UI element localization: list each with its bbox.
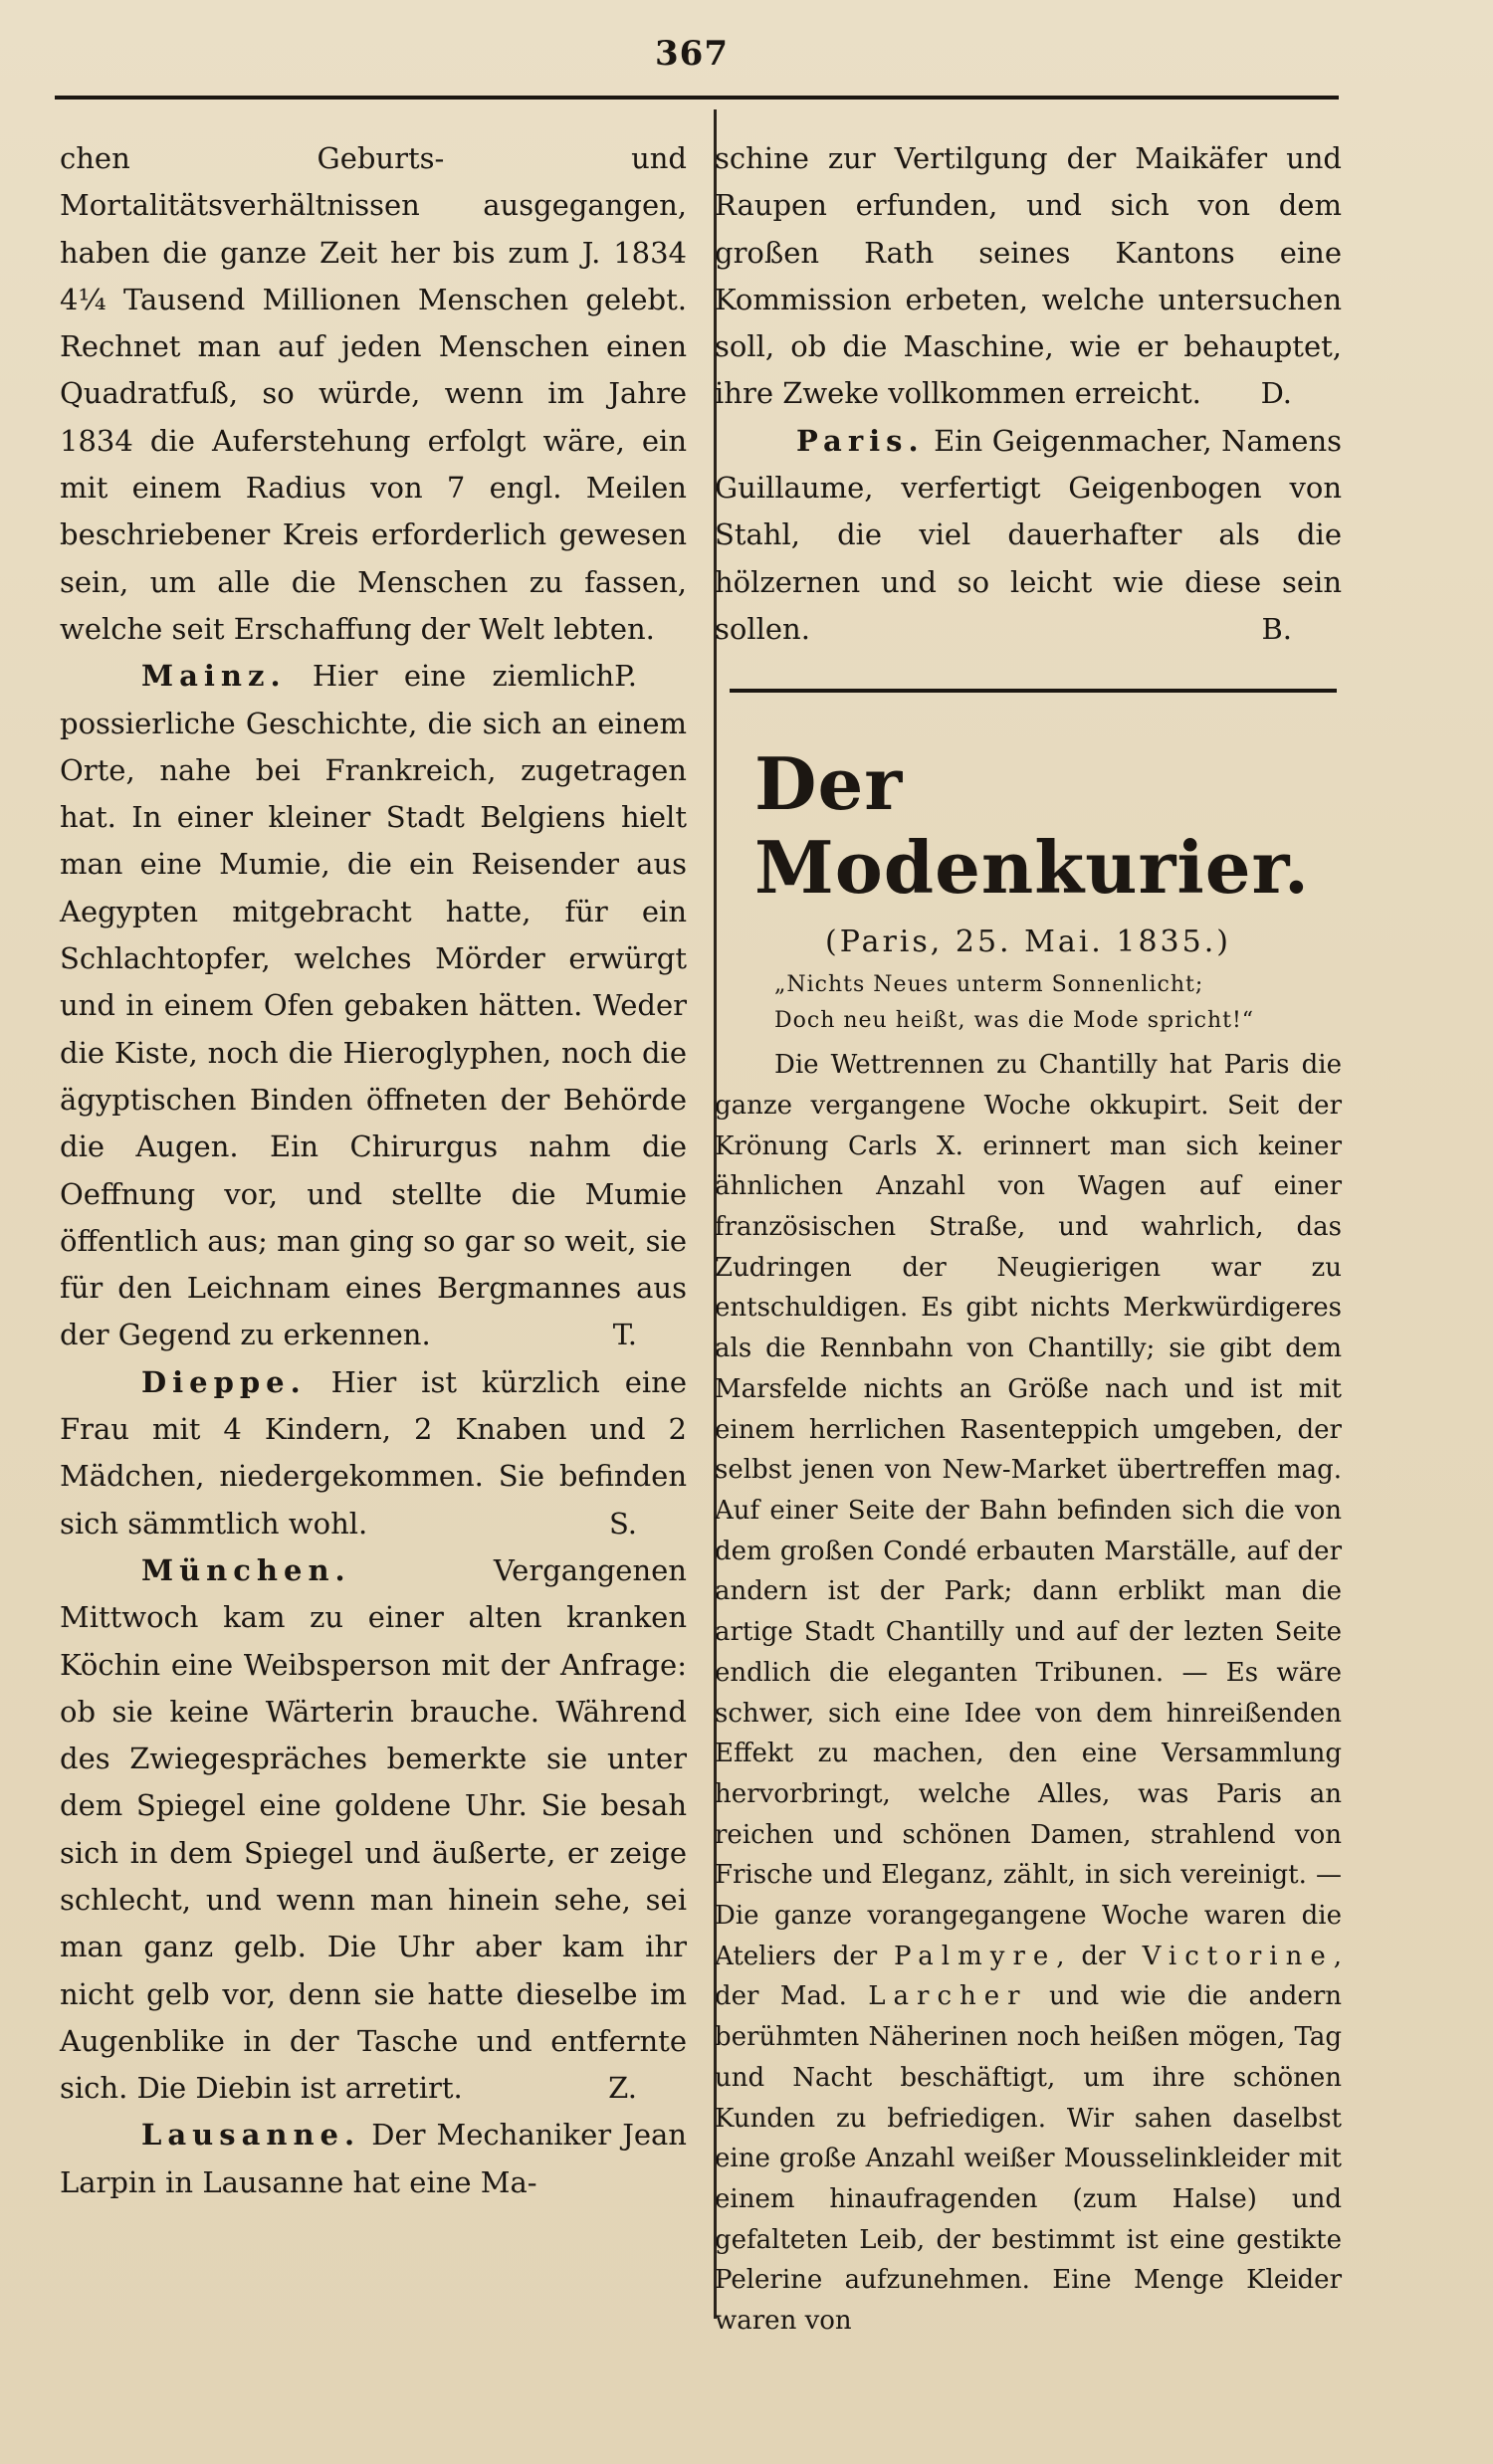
fashion-article [715, 1045, 1342, 2342]
signature: P. [614, 659, 637, 694]
place-name: Paris. [796, 423, 925, 458]
article-lausanne-cont-text: schine zur Vertilgung der Maikäfer und Raupen erfunden, und sich von dem großen Rath seines Kantons eine Kommission erbeten, welche untersuchen soll, ob die Maschine, wie er behauptet, ihre Zweke vollkommen erreicht. [715, 141, 1342, 411]
text-fragment: , der [1056, 1941, 1126, 1971]
article-paris [715, 418, 1342, 653]
place-name: Mainz. [141, 659, 287, 694]
article-lausanne-cont [715, 135, 1342, 418]
atelier-name: Palmyre [893, 1941, 1057, 1971]
signature: B. [1261, 611, 1292, 646]
motto-line-1: „Nichts Neues unterm Sonnenlicht; [774, 972, 1204, 998]
article-lausanne-text: Der Mechaniker Jean Larpin in Lausanne hat eine Ma- [60, 2118, 687, 2199]
article-lausanne [60, 2112, 687, 2206]
article-muenchen [60, 1547, 687, 2113]
signature: Z. [608, 2071, 637, 2106]
signature: S. [608, 1506, 637, 1540]
article-population-text: chen Geburts- und Mortalitätsverhältnissen ausgegangen, haben die ganze Zeit her bis zum J. 1834 4¼ Tausend Millionen Menschen gelebt. Rechnet man auf jeden Menschen einen Quadratfuß, so würde, wenn im Jahre 1834 die Auferstehung erfolgt wäre, ein mit einem Radius von 7 engl. Meilen beschriebener Kreis erforderlich gewesen sein, um alle die Menschen zu fassen, welche seit Erschaffung der Welt lebten. [60, 141, 687, 646]
article-paris-text: Ein Geigenmacher, Namens Guillaume, verfertigt Geigenbogen von Stahl, die viel dauerhafter als die hölzernen und so leicht wie diese sein sollen. [715, 423, 1343, 646]
article-muenchen-text: Vergangenen Mittwoch kam zu einer alten kranken Köchin eine Weibsperson mit der Anfrage: ob sie keine Wärterin brauche. Während des Zwiegespräches bemerkte sie unter dem Spiegel eine goldene Uhr. Sie besah sich in dem Spiegel und äußerte, er zeige schlecht, und wenn man hinein sehe, sei man ganz gelb. Die Uhr aber kam ihr nicht gelb vor, denn sie hatte dieselbe im Augenblike in der Tasche und entfernte sich. Die Diebin ist arretirt. [60, 1552, 687, 2106]
signature: D. [1260, 376, 1292, 411]
atelier-name: Larcher [868, 1981, 1028, 2012]
article-dieppe [60, 1359, 687, 1547]
dateline: (Paris, 25. Mai. 1835.) [825, 924, 1231, 960]
place-name: Dieppe. [141, 1364, 307, 1399]
signature: T. [612, 1318, 637, 1352]
article-mainz-text: Hier eine ziemlich possierliche Geschichte, die sich an einem Orte, nahe bei Frankreich, zugetragen hat. In einer kleiner Stadt Belgiens hielt man eine Mumie, die ein Reisender aus Aegypten mitgebracht hatte, für ein Schlachtopfer, welches Mörder erwürgt und in einem Ofen gebaken hätten. Weder die Kiste, noch die Hieroglyphen, noch die ägyptischen Binden öffneten der Behörde die Augen. Ein Chirurgus nahm die Oeffnung vor, und stellte die Mumie öffentlich aus; man ging so gar so weit, sie für den Leichnam eines Bergmannes aus der Gegend zu erkennen. [60, 659, 687, 1352]
page-number: 367 [655, 34, 729, 74]
atelier-name: Victorine [1142, 1941, 1334, 1971]
left-column [60, 135, 687, 2206]
section-heading: Der Modenkurier. [754, 741, 1310, 911]
article-mainz [60, 653, 687, 1358]
place-name: München. [141, 1552, 351, 1587]
article-dieppe-text: Hier ist kürzlich eine Frau mit 4 Kindern, 2 Knaben und 2 Mädchen, niedergekommen. Sie befinden sich sämmtlich wohl. [60, 1364, 687, 1540]
fashion-article-body [715, 1045, 1342, 2342]
text-fragment: , der Mad. [715, 1941, 1343, 2012]
motto-line-2: Doch neu heißt, was die Mode spricht!“ [774, 1008, 1255, 1034]
place-name: Lausanne. [141, 2118, 361, 2153]
right-column [715, 135, 1342, 2342]
fashion-text-part2: und wie die andern berühmten Näherinen noch heißen mögen, Tag und Nacht beschäftigt, um ihre schönen Kunden zu befriedigen. Wir sahen daselbst eine große Anzahl weißer Mousselinkleider mit einem hinaufragenden (zum Halse) und gefalteten Leib, der bestimmt ist eine gestikte Pelerine aufzunehmen. Eine Menge Kleider waren von [715, 1981, 1343, 2337]
header-rule [55, 96, 1339, 100]
fashion-text-part1: Die Wettrennen zu Chantilly hat Paris die ganze vergangene Woche okkupirt. Seit der Krönung Carls X. erinnert man sich keiner ähnlichen Anzahl von Wagen auf einer französischen Straße, und wahrlich, das Zudringen der Neugierigen war zu entschuldigen. Es gibt nichts Merkwürdigeres als die Rennbahn von Chantilly; sie gibt dem Marsfelde nichts an Größe nach und ist mit einem herrlichen Rasenteppich umgeben, der selbst jenen von New-Market übertreffen mag. Auf einer Seite der Bahn befinden sich die von dem großen Condé erbauten Marställe, auf der andern ist der Park; dann erblikt man die artige Stadt Chantilly und auf der lezten Seite endlich die eleganten Tribunen. — Es wäre schwer, sich eine Idee von dem hinreißenden Effekt zu machen, den eine Versammlung hervorbringt, welche Alles, was Paris an reichen und schönen Damen, strahlend von Frische und Eleganz, zählt, in sich vereinigt. — Die ganze vorangegangene Woche waren die Ateliers der [715, 1050, 1342, 1971]
section-rule [730, 689, 1337, 693]
